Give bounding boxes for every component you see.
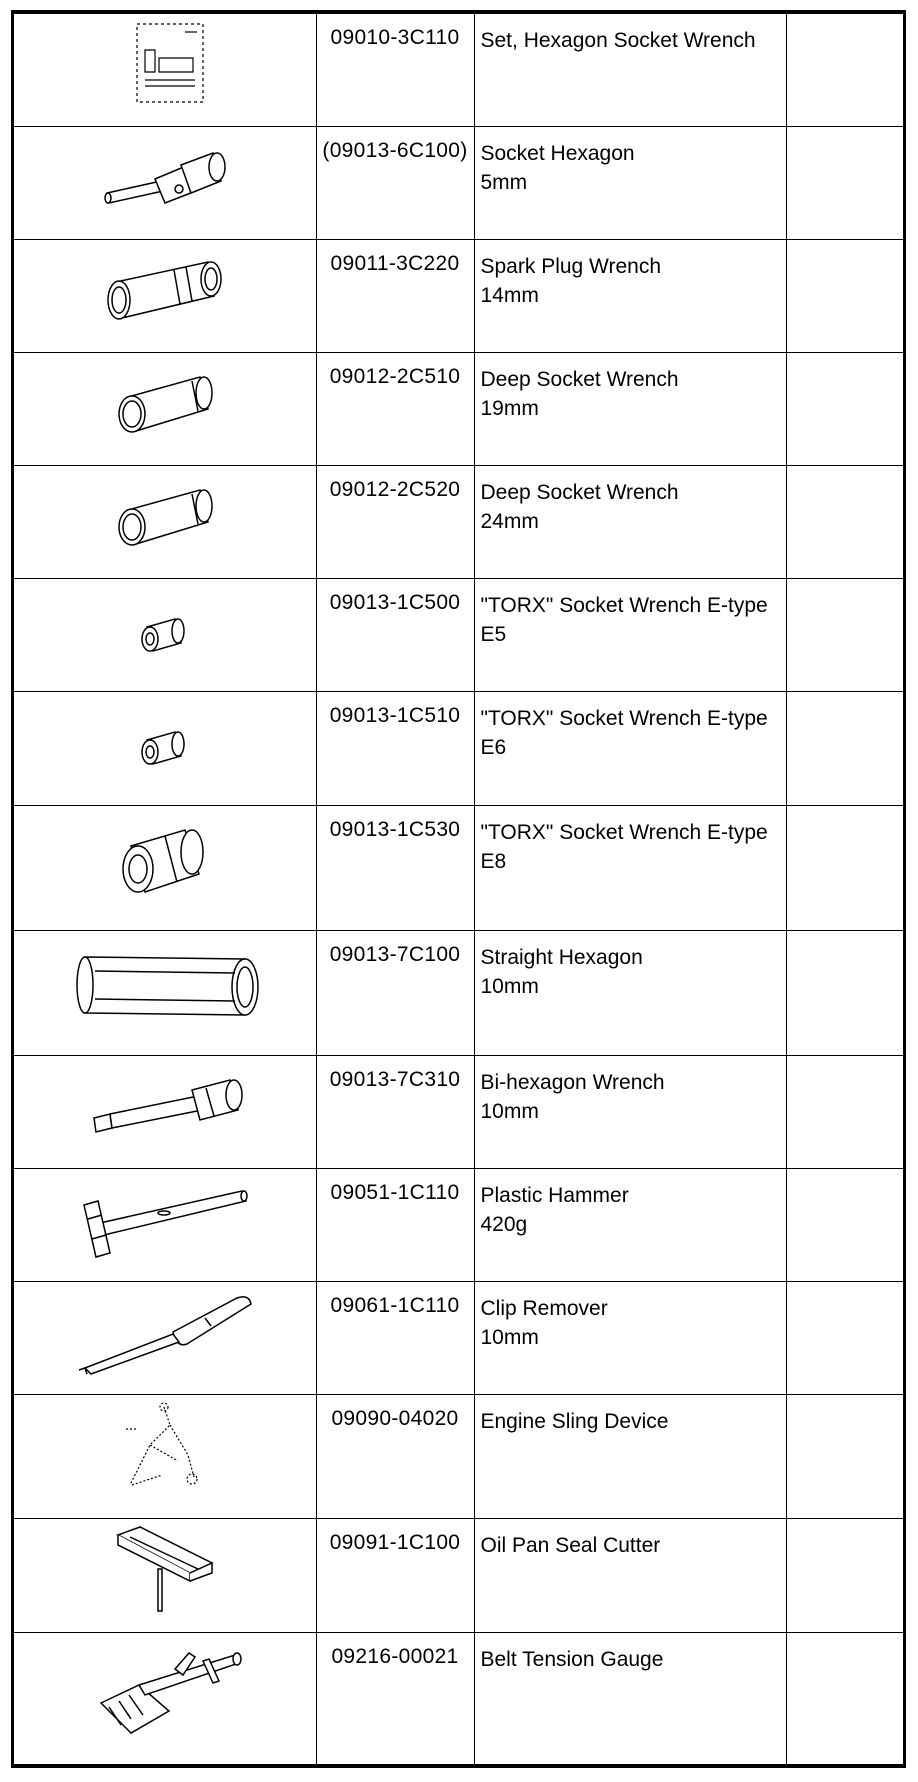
table-row [14, 127, 903, 240]
tool-description [474, 353, 786, 466]
tool-description [474, 1632, 786, 1765]
bi-hexagon-wrench-icon [80, 1056, 250, 1152]
oil-pan-seal-cutter-icon [100, 1519, 230, 1615]
tool-description [474, 1519, 786, 1632]
tool-description [474, 931, 786, 1056]
tool-size: 14mm [480, 284, 539, 308]
tool-name: Oil Pan Seal Cutter [480, 1534, 661, 1558]
tool-name: Spark Plug Wrench [480, 255, 662, 279]
tool-name: Set, Hexagon Socket Wrench [480, 29, 756, 52]
tool-description [474, 240, 786, 353]
tool-name: Deep Socket Wrench [480, 481, 679, 505]
tool-size: E8 [480, 849, 507, 873]
blank-cell [786, 931, 903, 1056]
hex-bit-socket-icon [95, 127, 235, 223]
table-row [14, 14, 903, 127]
part-number: (09013-6C100) [316, 127, 474, 240]
tool-image-cell [14, 1394, 316, 1519]
clip-remover-icon [65, 1282, 265, 1378]
tool-image-cell [14, 466, 316, 579]
tool-name: Belt Tension Gauge [480, 1647, 664, 1671]
plastic-hammer-icon [70, 1169, 260, 1265]
tool-name: "TORX" Socket Wrench E-type [480, 594, 768, 618]
tool-image-cell [14, 127, 316, 240]
blank-cell [786, 1394, 903, 1519]
part-number: 09090-04020 [316, 1394, 474, 1519]
blank-cell [786, 692, 903, 805]
engine-sling-icon [110, 1395, 220, 1499]
blank-cell [786, 1519, 903, 1632]
tool-image-cell [14, 1519, 316, 1632]
tool-name: "TORX" Socket Wrench E-type [480, 820, 768, 844]
tool-name: Clip Remover [480, 1296, 608, 1320]
blank-cell [786, 579, 903, 692]
tool-description [474, 692, 786, 805]
spark-plug-wrench-icon [90, 240, 240, 336]
part-number: 09216-00021 [316, 1632, 474, 1765]
tool-image-cell [14, 1281, 316, 1394]
tool-size: 24mm [480, 510, 539, 534]
tool-name: Straight Hexagon [480, 946, 643, 970]
table-row [14, 579, 903, 692]
socket-set-case-icon [115, 14, 215, 110]
special-tools-sheet [11, 10, 906, 1768]
tool-image-cell [14, 353, 316, 466]
tool-description [474, 127, 786, 240]
tool-name: Plastic Hammer [480, 1183, 629, 1207]
blank-cell [786, 127, 903, 240]
part-number: 09061-1C110 [316, 1281, 474, 1394]
tool-image-cell [14, 692, 316, 805]
blank-cell [786, 1055, 903, 1168]
tool-image-cell [14, 14, 316, 127]
part-number: 09012-2C520 [316, 466, 474, 579]
tool-name: Bi-hexagon Wrench [480, 1070, 665, 1094]
tool-image-cell [14, 805, 316, 931]
blank-cell [786, 14, 903, 127]
blank-cell [786, 466, 903, 579]
blank-cell [786, 1632, 903, 1765]
tool-description [474, 1168, 786, 1281]
tool-size: 10mm [480, 975, 539, 999]
tool-description [474, 805, 786, 931]
tool-name: "TORX" Socket Wrench E-type [480, 707, 768, 731]
tool-size: E6 [480, 736, 507, 760]
part-number: 09051-1C110 [316, 1168, 474, 1281]
table-row [14, 466, 903, 579]
part-number: 09013-7C100 [316, 931, 474, 1056]
part-number: 09091-1C100 [316, 1519, 474, 1632]
tool-name: Socket Hexagon [480, 142, 635, 166]
part-number: 09013-1C510 [316, 692, 474, 805]
torx-socket-icon [125, 579, 205, 675]
table-row [14, 805, 903, 931]
part-number: 09013-7C310 [316, 1055, 474, 1168]
table-row [14, 240, 903, 353]
tool-image-cell [14, 579, 316, 692]
table-row [14, 1632, 903, 1765]
tool-description [474, 1055, 786, 1168]
tool-size: 19mm [480, 397, 539, 421]
tool-description [474, 14, 786, 127]
blank-cell [786, 240, 903, 353]
tool-image-cell [14, 1055, 316, 1168]
tool-name: Deep Socket Wrench [480, 368, 679, 392]
tool-image-cell [14, 1168, 316, 1281]
table-row [14, 1281, 903, 1394]
table-row [14, 1519, 903, 1632]
tool-size: 5mm [480, 171, 528, 195]
torx-socket-icon [105, 806, 225, 912]
tool-size: 420g [480, 1212, 528, 1236]
deep-socket-icon [100, 353, 230, 449]
tool-image-cell [14, 240, 316, 353]
part-number: 09011-3C220 [316, 240, 474, 353]
table-row [14, 1055, 903, 1168]
tool-description [474, 1394, 786, 1519]
table-row [14, 353, 903, 466]
part-number: 09013-1C500 [316, 579, 474, 692]
tool-name: Engine Sling Device [480, 1409, 669, 1433]
tool-image-cell [14, 1632, 316, 1765]
table-row [14, 692, 903, 805]
table-row [14, 931, 903, 1056]
tool-size: 10mm [480, 1325, 539, 1349]
part-number: 09010-3C110 [316, 14, 474, 127]
part-number: 09013-1C530 [316, 805, 474, 931]
blank-cell [786, 1168, 903, 1281]
blank-cell [786, 805, 903, 931]
table-row [14, 1394, 903, 1519]
part-number: 09012-2C510 [316, 353, 474, 466]
tool-image-cell [14, 931, 316, 1056]
table-row [14, 1168, 903, 1281]
tool-size: E5 [480, 623, 507, 647]
blank-cell [786, 1281, 903, 1394]
belt-tension-gauge-icon [85, 1633, 245, 1745]
tool-description [474, 466, 786, 579]
deep-socket-icon [100, 466, 230, 562]
blank-cell [786, 353, 903, 466]
tool-size: 10mm [480, 1099, 539, 1123]
tool-description [474, 579, 786, 692]
straight-hexagon-icon [65, 931, 265, 1035]
torx-socket-icon [125, 692, 205, 788]
special-tools-table [14, 13, 903, 1765]
tool-description [474, 1281, 786, 1394]
